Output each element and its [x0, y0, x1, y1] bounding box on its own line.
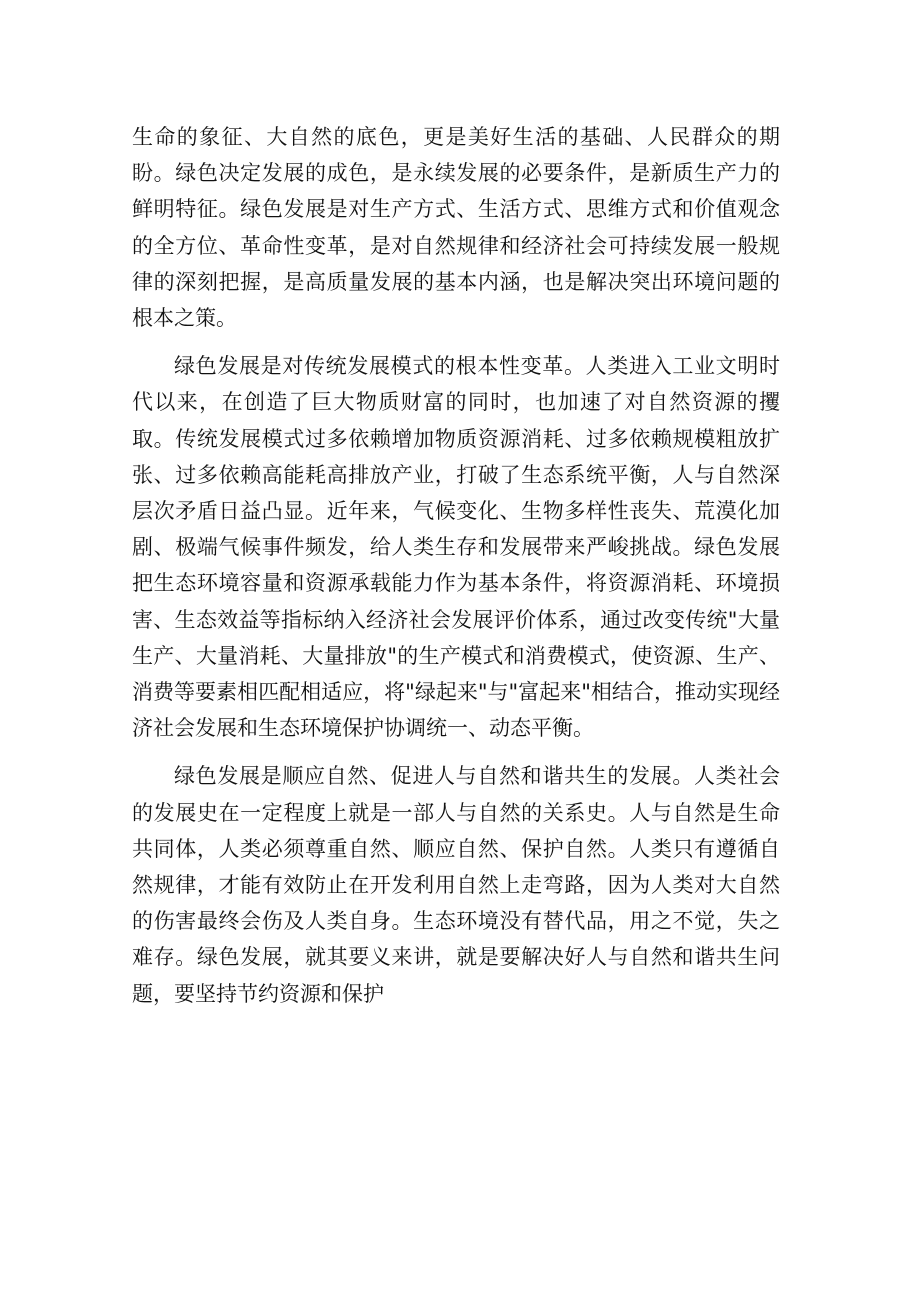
paragraph-continued: 生命的象征、大自然的底色，更是美好生活的基础、人民群众的期盼。绿色决定发展的成色，是永续发展的必要条件，是新质生产力的鲜明特征。绿色发展是对生产方式、生活方式、思维方式和价值观念的全方位、革命性变革，是对自然规律和经济社会可持续发展一般规律的深刻把握，是高质量发展的基本内涵，也是解决突出环境问题的根本之策。 — [132, 125, 780, 331]
paragraph-harmony-with-nature: 绿色发展是顺应自然、促进人与自然和谐共生的发展。人类社会的发展史在一定程度上就是一部人与自然的关系史。人与自然是生命共同体，人类必须尊重自然、顺应自然、保护自然。人类只有遵循自然规律，才能有效防止在开发利用自然上走弯路，因为人类对大自然的伤害最终会伤及人类自身。生态环境没有替代品，用之不觉，失之难存。绿色发展，就其要义来讲，就是要解决好人与自然和谐共生问题，要坚持节约资源和保护 — [132, 764, 780, 1006]
document-page — [132, 119, 780, 1012]
paragraph-traditional-model: 绿色发展是对传统发展模式的根本性变革。人类进入工业文明时代以来，在创造了巨大物质财富的同时，也加速了对自然资源的攫取。传统发展模式过多依赖增加物质资源消耗、过多依赖规模粗放扩张、过多依赖高能耗高排放产业，打破了生态系统平衡，人与自然深层次矛盾日益凸显。近年来，气候变化、生物多样性丧失、荒漠化加剧、极端气候事件频发，给人类生存和发展带来严峻挑战。绿色发展把生态环境容量和资源承载能力作为基本条件，将资源消耗、环境损害、生态效益等指标纳入经济社会发展评价体系，通过改变传统"大量生产、大量消耗、大量排放"的生产模式和消费模式，使资源、生产、消费等要素相匹配相适应，将"绿起来"与"富起来"相结合，推动实现经济社会发展和生态环境保护协调统一、动态平衡。 — [132, 354, 780, 741]
